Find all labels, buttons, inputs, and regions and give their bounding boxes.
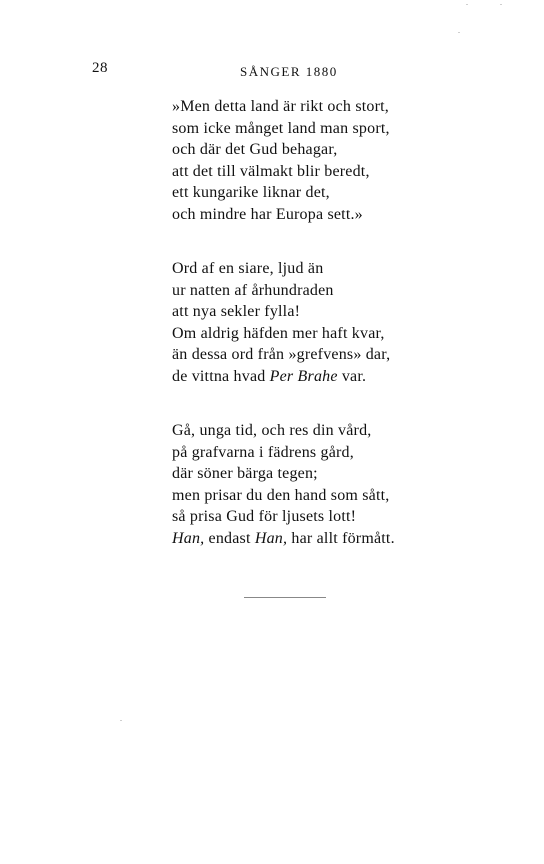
stanza-1: [172, 96, 390, 225]
verse-line: [172, 420, 395, 442]
verse-line: [172, 485, 395, 507]
italic-pronoun: Han,: [254, 529, 288, 547]
verse-line: [172, 204, 390, 226]
verse-line: [172, 344, 390, 366]
verse-line: [172, 366, 390, 388]
verse-line: [172, 182, 390, 204]
verse-line: [172, 442, 395, 464]
paper-speck: [120, 720, 122, 721]
verse-text: så prisa Gud för ljusets lott!: [172, 508, 357, 525]
verse-text: men prisar du den hand som sått,: [172, 486, 390, 504]
verse-line: [172, 161, 390, 183]
verse-text: än dessa ord från »grefvens» dar,: [172, 346, 391, 363]
verse-text: på grafvarna i fädrens gård,: [172, 443, 354, 461]
verse-text: endast: [204, 529, 255, 547]
verse-line: [172, 96, 390, 118]
end-rule: [244, 597, 326, 598]
verse-text: som icke månget land man sport,: [172, 119, 390, 137]
verse-text: var.: [337, 367, 367, 385]
italic-pronoun: Han,: [172, 529, 205, 547]
paper-speck: [458, 32, 460, 33]
verse-line: [172, 463, 395, 485]
stanza-2: [172, 258, 390, 387]
verse-text: och där det Gud behagar,: [172, 141, 338, 158]
verse-text: där söner bärga tegen;: [172, 465, 318, 482]
verse-text: och mindre har Europa sett.»: [172, 205, 363, 223]
verse-text: ur natten af århundraden: [172, 281, 334, 299]
verse-text: de vittna hvad: [172, 367, 270, 385]
verse-text: Om aldrig häfden mer haft kvar,: [172, 324, 385, 342]
verse-line: [172, 280, 390, 302]
verse-line: [172, 118, 390, 140]
running-head: SÅNGER 1880: [240, 64, 338, 79]
verse-line: [172, 301, 390, 323]
verse-line: [172, 258, 390, 280]
verse-line: [172, 323, 390, 345]
verse-text: att nya sekler fylla!: [172, 303, 301, 320]
verse-text: Ord af en siare, ljud än: [172, 260, 324, 277]
verse-text: har allt förmått.: [287, 529, 395, 547]
verse-line: [172, 139, 390, 161]
italic-name: Per Brahe: [269, 367, 338, 385]
verse-line: [172, 528, 395, 550]
stanza-3: [172, 420, 395, 549]
paper-speck: [500, 4, 502, 5]
verse-text: Gå, unga tid, och res din vård,: [172, 422, 372, 439]
page-number: 28: [92, 60, 108, 76]
paper-speck: [466, 4, 468, 5]
verse-text: ett kungarike liknar det,: [172, 184, 330, 201]
verse-text: att det till välmakt blir beredt,: [172, 162, 370, 180]
verse-line: [172, 506, 395, 528]
verse-text: »Men detta land är rikt och stort,: [172, 98, 389, 115]
